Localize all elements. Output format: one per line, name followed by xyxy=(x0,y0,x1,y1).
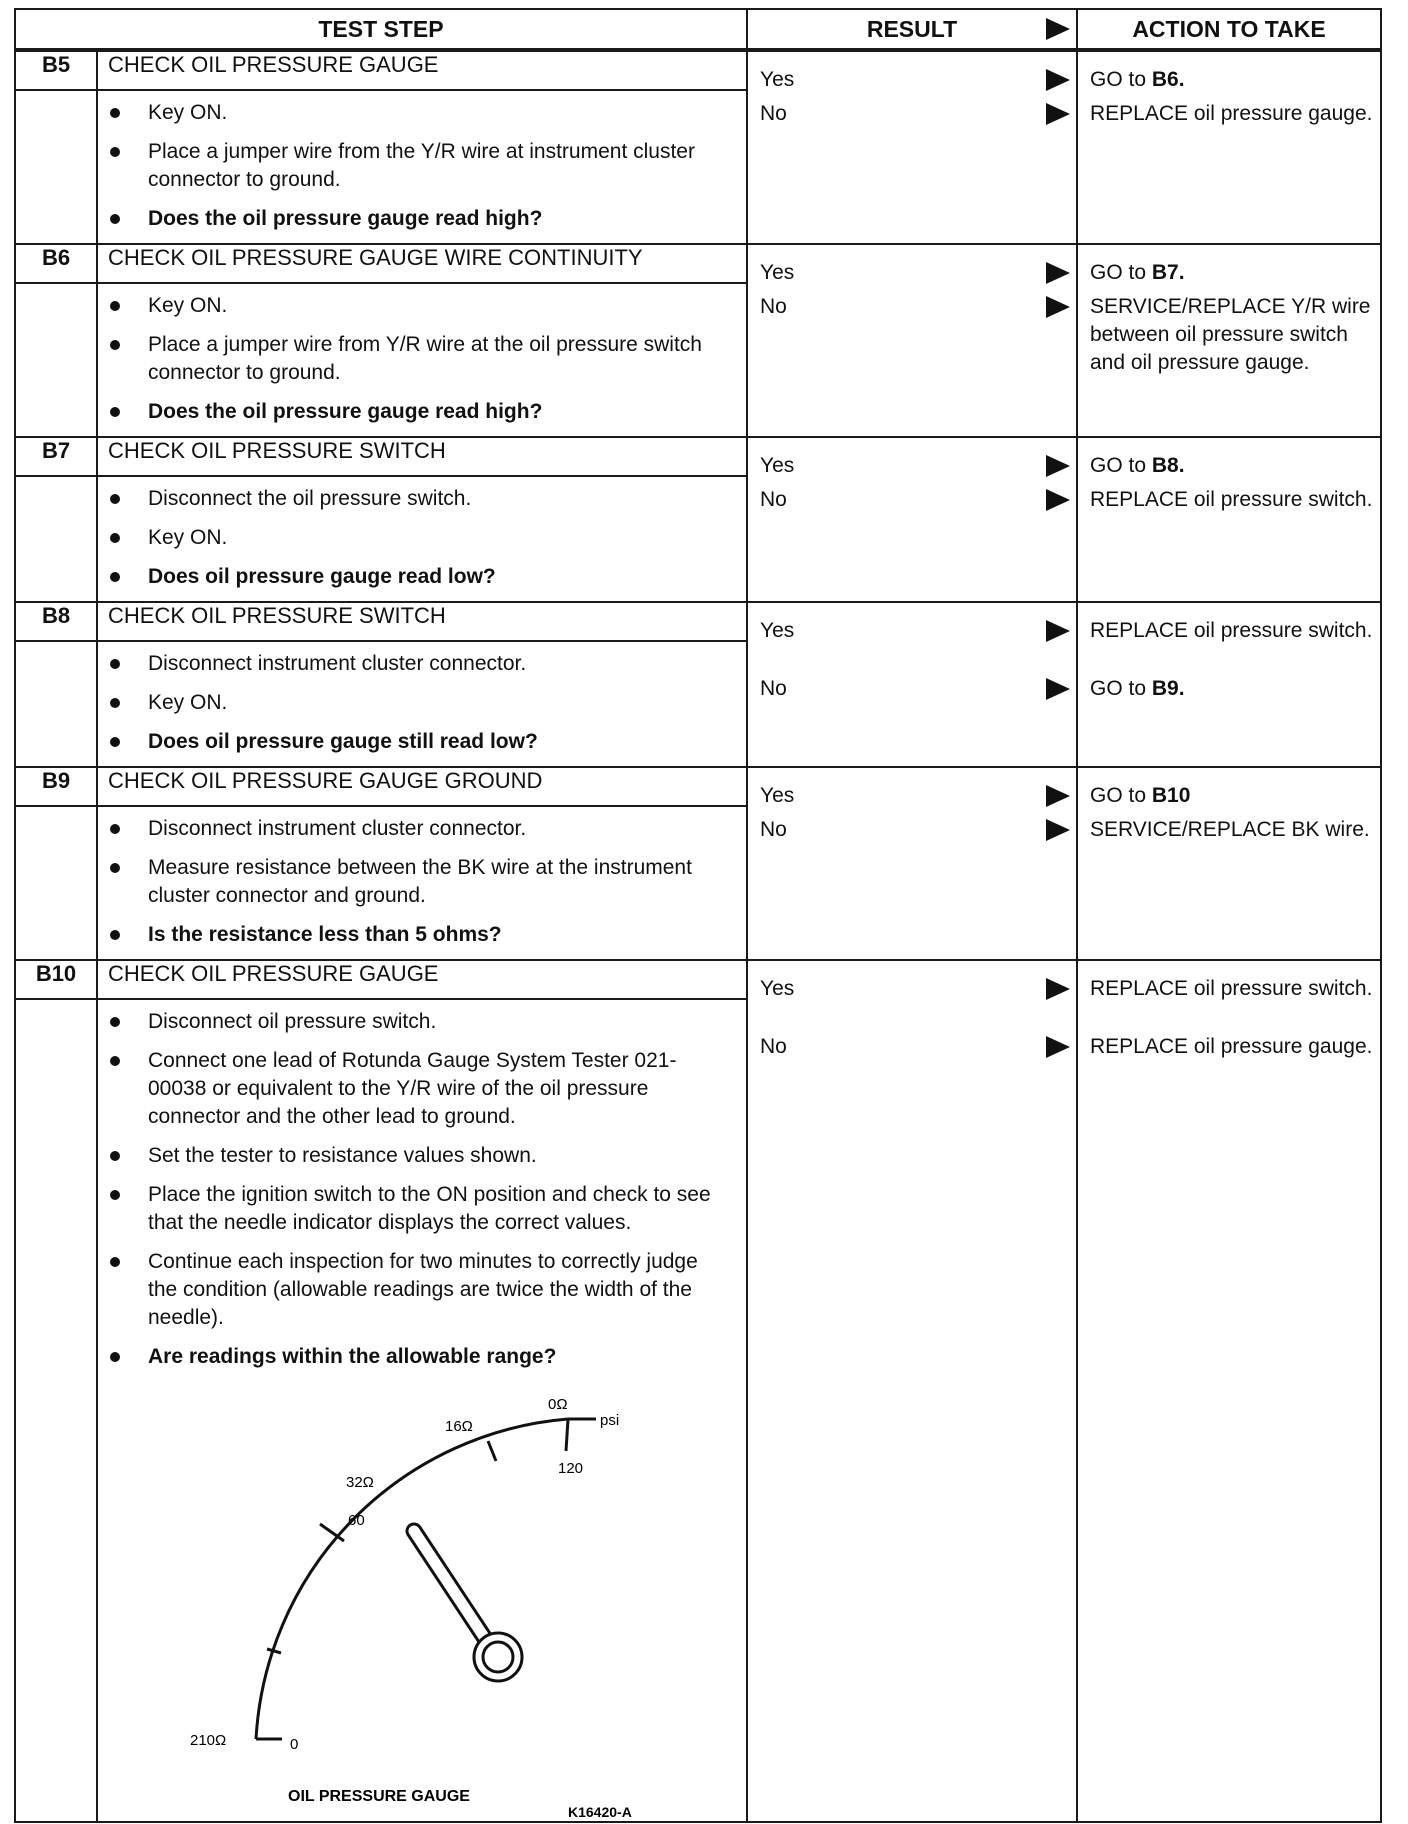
step-bullet: Does the oil pressure gauge read high? xyxy=(98,398,726,426)
label-120: 120 xyxy=(558,1460,584,1477)
figure-caption: OIL PRESSURE GAUGE xyxy=(288,1788,470,1805)
step-results xyxy=(747,602,1077,767)
result-label: No xyxy=(760,102,787,125)
arrow-right-icon xyxy=(1046,620,1070,642)
arrow-right-icon xyxy=(1046,678,1070,700)
arrow-right-icon xyxy=(1046,69,1070,91)
test-step-body xyxy=(14,50,1382,1823)
arrow-right-icon xyxy=(1046,1036,1070,1058)
step-id: B10 xyxy=(15,960,97,999)
action-prefix: REPLACE oil pressure gauge. xyxy=(1090,1035,1373,1058)
step-bullet: Connect one lead of Rotunda Gauge System Tester 021-00038 or equivalent to the Y/R wire of the oil pressure connector and the other lead to ground. xyxy=(98,1047,726,1131)
result-no xyxy=(760,816,1070,844)
header-result xyxy=(747,9,1077,49)
test-step-table xyxy=(14,8,1382,50)
step-bullet: Set the tester to resistance values shown. xyxy=(98,1142,726,1170)
action-target-step: B10 xyxy=(1151,784,1191,807)
step-blank xyxy=(15,641,97,767)
step-header-row xyxy=(15,767,1381,806)
action-target-step: B8. xyxy=(1151,454,1185,477)
oil-pressure-gauge-diagram xyxy=(168,1391,688,1821)
oil-pressure-gauge-figure xyxy=(98,1391,746,1821)
action-prefix: REPLACE oil pressure gauge. xyxy=(1090,102,1373,125)
step-title: CHECK OIL PRESSURE GAUGE WIRE CONTINUITY xyxy=(97,244,747,283)
label-0-ohm: 0Ω xyxy=(548,1396,568,1413)
step-bullet: Key ON. xyxy=(98,689,726,717)
step-instructions xyxy=(97,641,747,767)
step-results xyxy=(747,767,1077,960)
step-bullet: Continue each inspection for two minutes to correctly judge the condition (allowable readings are twice the width of the needle). xyxy=(98,1248,726,1332)
arrow-right-icon xyxy=(1046,455,1070,477)
result-yes xyxy=(760,259,1070,287)
action-text xyxy=(1090,66,1376,94)
result-no xyxy=(760,675,1070,703)
step-header-row xyxy=(15,960,1381,999)
gauge-tick-16 xyxy=(488,1441,496,1461)
arrow-right-icon xyxy=(1046,978,1070,1000)
step-title: CHECK OIL PRESSURE SWITCH xyxy=(97,602,747,641)
action-text xyxy=(1090,452,1376,480)
step-bullet: Disconnect instrument cluster connector. xyxy=(98,815,726,843)
step-header-row xyxy=(15,51,1381,90)
result-label: Yes xyxy=(760,68,795,91)
action-target-step: B9. xyxy=(1151,677,1185,700)
diagnostic-table-page xyxy=(14,8,1380,1820)
gauge-needle xyxy=(414,1531,522,1681)
step-blank xyxy=(15,806,97,960)
arrow-right-icon xyxy=(1046,262,1070,284)
action-text xyxy=(1090,675,1376,703)
step-title: CHECK OIL PRESSURE SWITCH xyxy=(97,437,747,476)
step-id: B8 xyxy=(15,602,97,641)
step-header-row xyxy=(15,602,1381,641)
step-blank xyxy=(15,476,97,602)
action-text xyxy=(1090,486,1376,514)
bullet-list xyxy=(98,91,746,243)
label-16-ohm: 16Ω xyxy=(445,1418,473,1435)
label-psi: psi xyxy=(600,1412,620,1429)
step-results xyxy=(747,960,1077,1822)
step-actions xyxy=(1077,767,1381,960)
figure-code: K16420-A xyxy=(568,1804,632,1820)
result-yes xyxy=(760,617,1070,645)
action-prefix: GO to xyxy=(1090,68,1152,91)
step-results xyxy=(747,51,1077,244)
action-prefix: SERVICE/REPLACE Y/R wire between oil pressure switch and oil pressure gauge. xyxy=(1090,295,1371,374)
action-prefix: GO to xyxy=(1090,261,1152,284)
arrow-right-icon xyxy=(1046,18,1070,40)
result-no xyxy=(760,1033,1070,1061)
result-no xyxy=(760,100,1070,128)
step-bullet: Place a jumper wire from the Y/R wire at instrument cluster connector to ground. xyxy=(98,138,726,194)
step-instructions xyxy=(97,476,747,602)
action-prefix: REPLACE oil pressure switch. xyxy=(1090,977,1373,1000)
result-label: No xyxy=(760,488,787,511)
step-header-row xyxy=(15,244,1381,283)
result-label: Yes xyxy=(760,454,795,477)
step-bullet: Measure resistance between the BK wire at the instrument cluster connector and ground. xyxy=(98,854,726,910)
result-label: Yes xyxy=(760,619,795,642)
arrow-right-icon xyxy=(1046,785,1070,807)
action-text xyxy=(1090,782,1376,810)
bullet-list xyxy=(98,284,746,436)
action-prefix: REPLACE oil pressure switch. xyxy=(1090,488,1373,511)
step-instructions xyxy=(97,999,747,1822)
arrow-right-icon xyxy=(1046,103,1070,125)
step-header-row xyxy=(15,437,1381,476)
bullet-list xyxy=(98,642,746,766)
step-results xyxy=(747,244,1077,437)
step-instructions xyxy=(97,283,747,437)
result-label: No xyxy=(760,295,787,318)
result-yes xyxy=(760,975,1070,1003)
result-label: Yes xyxy=(760,261,795,284)
step-bullet: Disconnect the oil pressure switch. xyxy=(98,485,726,513)
action-text xyxy=(1090,617,1376,645)
step-bullet: Key ON. xyxy=(98,292,726,320)
step-blank xyxy=(15,283,97,437)
result-no xyxy=(760,486,1070,514)
arrow-right-icon xyxy=(1046,296,1070,318)
gauge-tick-120 xyxy=(566,1419,568,1451)
table-header-row xyxy=(15,9,1381,49)
header-action: ACTION TO TAKE xyxy=(1077,9,1381,49)
step-id: B6 xyxy=(15,244,97,283)
action-text xyxy=(1090,1033,1376,1061)
label-210-ohm: 210Ω xyxy=(190,1732,227,1749)
step-blank xyxy=(15,999,97,1822)
step-id: B9 xyxy=(15,767,97,806)
step-instructions xyxy=(97,806,747,960)
action-target-step: B7. xyxy=(1151,261,1185,284)
label-32-ohm: 32Ω xyxy=(346,1474,374,1491)
action-text xyxy=(1090,259,1376,287)
result-no xyxy=(760,293,1070,321)
action-prefix: GO to xyxy=(1090,784,1152,807)
step-bullet: Key ON. xyxy=(98,524,726,552)
step-title: CHECK OIL PRESSURE GAUGE GROUND xyxy=(97,767,747,806)
step-actions xyxy=(1077,51,1381,244)
step-title: CHECK OIL PRESSURE GAUGE xyxy=(97,960,747,999)
step-actions xyxy=(1077,244,1381,437)
step-bullet: Is the resistance less than 5 ohms? xyxy=(98,921,726,949)
result-yes xyxy=(760,452,1070,480)
step-bullet: Place the ignition switch to the ON position and check to see that the needle indicator displays the correct values. xyxy=(98,1181,726,1237)
bullet-list xyxy=(98,1000,746,1381)
step-actions xyxy=(1077,602,1381,767)
header-result-label: RESULT xyxy=(866,15,958,42)
result-label: No xyxy=(760,818,787,841)
step-bullet: Key ON. xyxy=(98,99,726,127)
label-60: 60 xyxy=(348,1512,365,1529)
action-prefix: GO to xyxy=(1090,454,1152,477)
step-bullet: Does the oil pressure gauge read high? xyxy=(98,205,726,233)
step-results xyxy=(747,437,1077,602)
step-bullet: Disconnect oil pressure switch. xyxy=(98,1008,726,1036)
step-actions xyxy=(1077,960,1381,1822)
step-bullet: Does oil pressure gauge still read low? xyxy=(98,728,726,756)
step-instructions xyxy=(97,90,747,244)
bullet-list xyxy=(98,477,746,601)
action-prefix: SERVICE/REPLACE BK wire. xyxy=(1090,818,1370,841)
action-text xyxy=(1090,100,1376,128)
step-rows xyxy=(14,50,1380,1823)
step-bullet: Are readings within the allowable range? xyxy=(98,1343,726,1371)
gauge-scale-arc xyxy=(256,1419,568,1739)
step-actions xyxy=(1077,437,1381,602)
result-yes xyxy=(760,66,1070,94)
action-prefix: GO to xyxy=(1090,677,1152,700)
step-blank xyxy=(15,90,97,244)
result-yes xyxy=(760,782,1070,810)
header-test-step: TEST STEP xyxy=(15,9,747,49)
arrow-right-icon xyxy=(1046,489,1070,511)
result-label: Yes xyxy=(760,784,795,807)
step-bullet: Disconnect instrument cluster connector. xyxy=(98,650,726,678)
result-label: No xyxy=(760,677,787,700)
action-text xyxy=(1090,293,1376,377)
result-label: Yes xyxy=(760,977,795,1000)
step-id: B5 xyxy=(15,51,97,90)
step-bullet: Place a jumper wire from Y/R wire at the oil pressure switch connector to ground. xyxy=(98,331,726,387)
action-text xyxy=(1090,816,1376,844)
label-0-psi: 0 xyxy=(290,1736,299,1753)
step-bullet: Does oil pressure gauge read low? xyxy=(98,563,726,591)
action-prefix: REPLACE oil pressure switch. xyxy=(1090,619,1373,642)
gauge-tick-minor xyxy=(267,1649,281,1653)
bullet-list xyxy=(98,807,746,959)
step-id: B7 xyxy=(15,437,97,476)
result-label: No xyxy=(760,1035,787,1058)
action-target-step: B6. xyxy=(1151,68,1185,91)
step-title: CHECK OIL PRESSURE GAUGE xyxy=(97,51,747,90)
action-text xyxy=(1090,975,1376,1003)
arrow-right-icon xyxy=(1046,819,1070,841)
